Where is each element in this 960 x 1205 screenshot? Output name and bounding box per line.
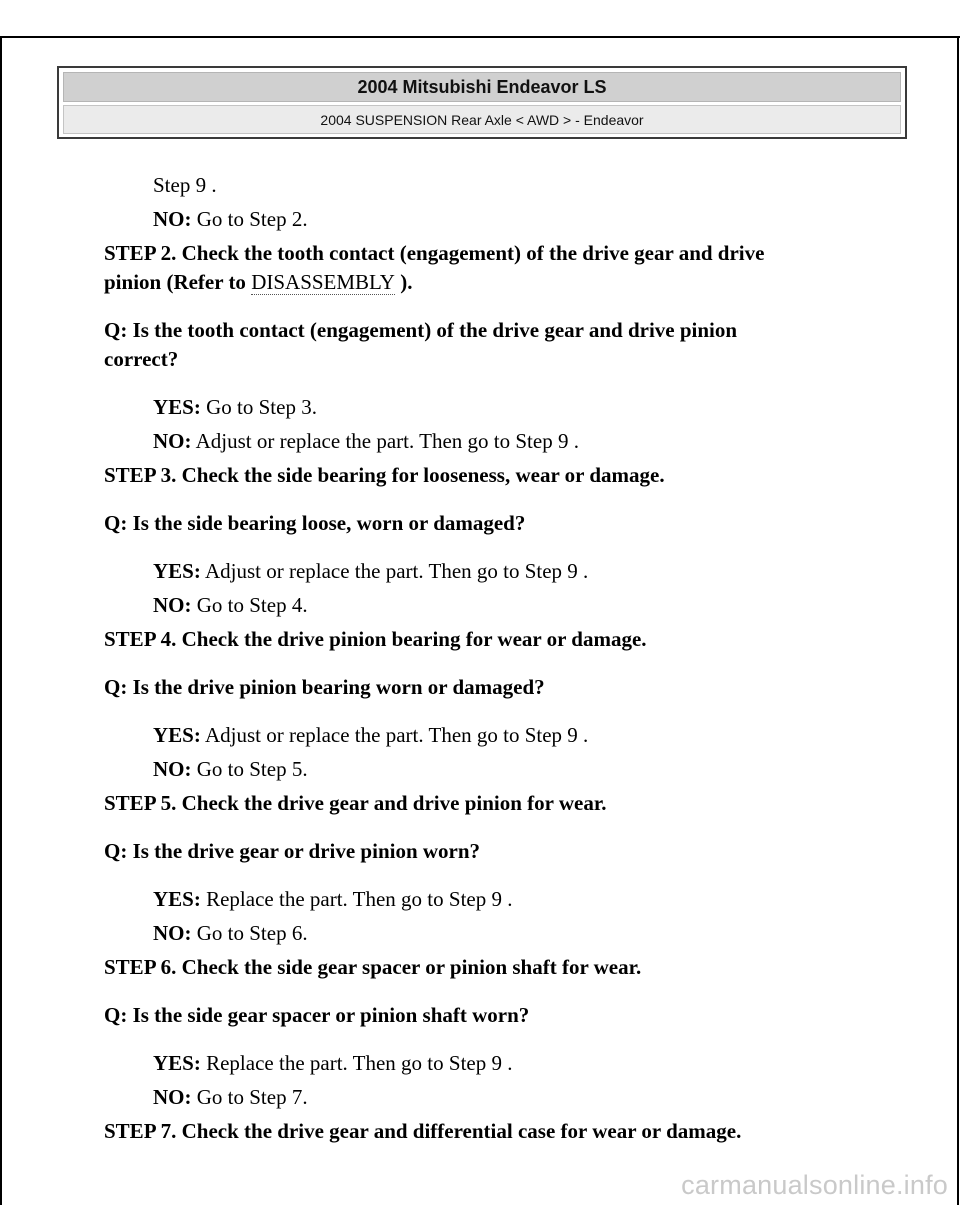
watermark: carmanualsonline.info: [681, 1170, 948, 1200]
question-step3: Q: Is the side bearing loose, worn or damaged?: [104, 511, 526, 535]
answer-yes-step3: [153, 559, 588, 583]
answer-yes-step2: [153, 395, 317, 419]
question-step5: Q: Is the drive gear or drive pinion worn?: [104, 839, 481, 863]
answer-yes-label: YES:: [153, 887, 201, 911]
step3-heading: STEP 3. Check the side bearing for looseness, wear or damage.: [104, 463, 665, 487]
step2-heading-line2: [104, 270, 412, 294]
answer-yes-label: YES:: [153, 1051, 201, 1075]
disassembly-link[interactable]: DISASSEMBLY: [251, 270, 395, 294]
step4-heading: STEP 4. Check the drive pinion bearing for wear or damage.: [104, 627, 647, 651]
answer-yes-text: Replace the part. Then go to Step 9 .: [200, 887, 513, 911]
answer-yes-step6: [153, 1051, 512, 1075]
step2-heading-line1: STEP 2. Check the tooth contact (engagement) of the drive gear and drive: [104, 241, 765, 265]
step6-heading: STEP 6. Check the side gear spacer or pinion shaft for wear.: [104, 955, 642, 979]
answer-yes-text: Go to Step 3.: [200, 395, 317, 419]
question-step2-line2: correct?: [104, 347, 179, 371]
question-step6: Q: Is the side gear spacer or pinion shaft worn?: [104, 1003, 530, 1027]
answer-yes-text: Adjust or replace the part. Then go to Step 9 .: [200, 723, 589, 747]
question-step2-line1: Q: Is the tooth contact (engagement) of the drive gear and drive pinion: [104, 318, 738, 342]
answer-no-step2: [153, 429, 579, 453]
answer-no-label: NO:: [153, 1085, 192, 1109]
page-border-right: [957, 36, 959, 1205]
page-border-top: [0, 36, 960, 38]
step2-pre: pinion (Refer to: [104, 270, 252, 294]
answer-yes-step4: [153, 723, 588, 747]
answer-no-text: Go to Step 4.: [191, 593, 308, 617]
step2-post: ).: [394, 270, 413, 294]
answer-yes-label: YES:: [153, 559, 201, 583]
answer-no-text: Go to Step 5.: [191, 757, 308, 781]
answer-no-step5: [153, 921, 308, 945]
step5-heading: STEP 5. Check the drive gear and drive pinion for wear.: [104, 791, 607, 815]
answer-no-text: Go to Step 2.: [191, 207, 308, 231]
answer-yes-label: YES:: [153, 723, 201, 747]
answer-no-label: NO:: [153, 207, 192, 231]
answer-no-step3: [153, 593, 308, 617]
answer-no-text: Go to Step 7.: [191, 1085, 308, 1109]
answer-yes-text: Adjust or replace the part. Then go to Step 9 .: [200, 559, 589, 583]
answer-no-label: NO:: [153, 593, 192, 617]
step9-ref: Step 9 .: [153, 173, 217, 197]
answer-no-text: Adjust or replace the part. Then go to Step 9 .: [191, 429, 579, 453]
answer-no-label: NO:: [153, 429, 192, 453]
answer-no-label: NO:: [153, 921, 192, 945]
answer-no-text: Go to Step 6.: [191, 921, 308, 945]
document-header: [57, 66, 907, 139]
header-subtitle: 2004 SUSPENSION Rear Axle < AWD > - Endeavor: [63, 105, 901, 134]
answer-no-step1: [153, 207, 308, 231]
page-border-left: [0, 36, 2, 1205]
answer-yes-label: YES:: [153, 395, 201, 419]
answer-no-step4: [153, 757, 308, 781]
answer-yes-step5: [153, 887, 512, 911]
answer-yes-text: Replace the part. Then go to Step 9 .: [200, 1051, 513, 1075]
question-step4: Q: Is the drive pinion bearing worn or damaged?: [104, 675, 545, 699]
answer-no-step6: [153, 1085, 308, 1109]
header-title: 2004 Mitsubishi Endeavor LS: [63, 72, 901, 102]
answer-no-label: NO:: [153, 757, 192, 781]
step7-heading: STEP 7. Check the drive gear and differential case for wear or damage.: [104, 1119, 742, 1143]
